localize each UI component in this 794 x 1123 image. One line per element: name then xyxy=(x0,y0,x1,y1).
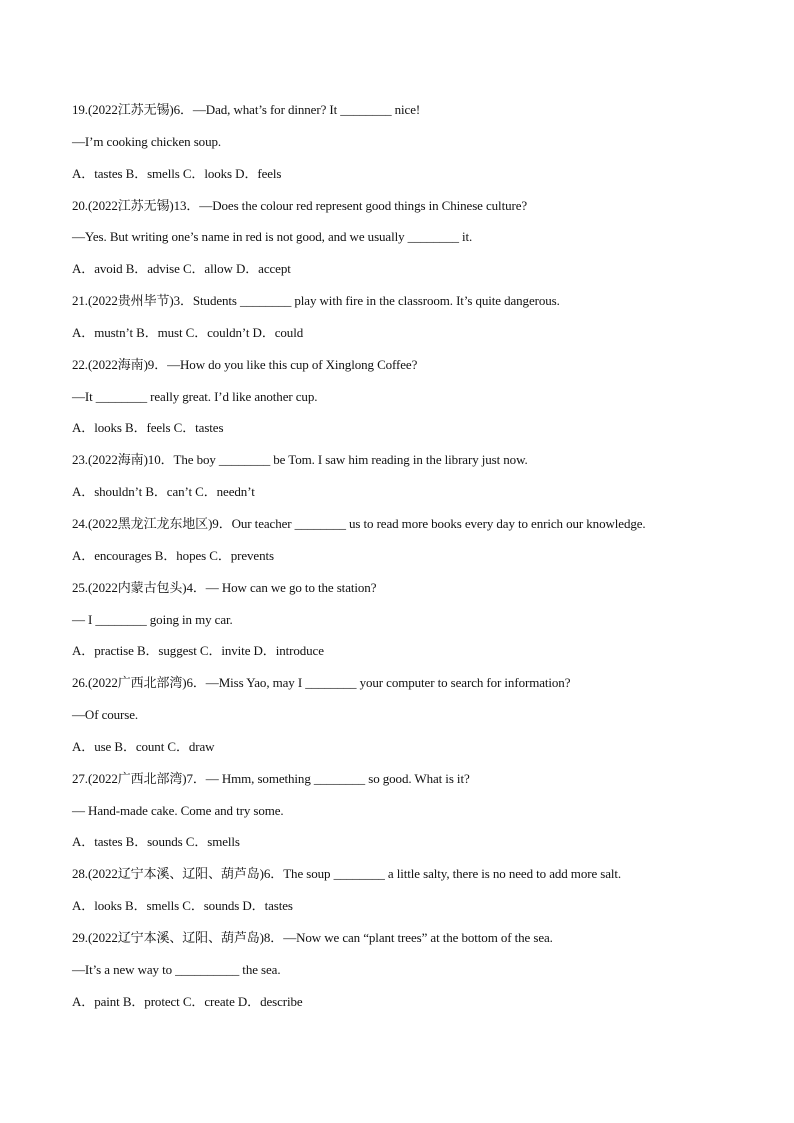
question-26-stem: 26.(2022广西北部湾)6．—Miss Yao, may I ________ your computer to search for information? xyxy=(72,675,571,691)
question-22-stem: 22.(2022海南)9．—How do you like this cup of Xinglong Coffee? xyxy=(72,356,418,372)
question-26-options: A．use B．count C．draw xyxy=(72,738,215,754)
question-22-options: A．looks B．feels C．tastes xyxy=(72,420,224,436)
question-19-stem: 19.(2022江苏无锡)6．—Dad, what’s for dinner? It ________ nice! xyxy=(72,102,421,117)
question-19-reply: —I’m cooking chicken soup. xyxy=(72,133,222,149)
question-20-options: A．avoid B．advise C．allow D．accept xyxy=(72,261,291,277)
question-19-options: A．tastes B．smells C．looks D．feels xyxy=(72,165,282,181)
question-22-reply: —It ________ really great. I’d like another cup. xyxy=(72,388,318,404)
question-21-options: A．mustn’t B．must C．couldn’t D．could xyxy=(72,324,304,340)
question-25-stem: 25.(2022内蒙古包头)4．— How can we go to the station? xyxy=(72,579,377,595)
question-27-options: A．tastes B．sounds C．smells xyxy=(72,834,240,850)
question-list xyxy=(72,100,752,1023)
question-23-stem: 23.(2022海南)10．The boy ________ be Tom. I saw him reading in the library just now. xyxy=(72,452,528,468)
question-20-reply: —Yes. But writing one’s name in red is not good, and we usually ________ it. xyxy=(72,229,473,245)
question-29-options: A．paint B．protect C．create D．describe xyxy=(72,993,303,1009)
question-24-stem: 24.(2022黑龙江龙东地区)9．Our teacher ________ us to read more books every day to enrich our knowledge. xyxy=(72,515,646,531)
question-25-reply: — I ________ going in my car. xyxy=(72,611,233,627)
question-24-options: A．encourages B．hopes C．prevents xyxy=(72,547,274,563)
question-23-options: A．shouldn’t B．can’t C．needn’t xyxy=(72,484,255,500)
question-21-stem: 21.(2022贵州毕节)3．Students ________ play with fire in the classroom. It’s quite dangerous. xyxy=(72,293,560,309)
question-26-reply: —Of course. xyxy=(72,707,139,723)
question-29-reply: —It’s a new way to __________ the sea. xyxy=(72,961,281,977)
question-28-stem: 28.(2022辽宁本溪、辽阳、葫芦岛)6．The soup ________ a little salty, there is no need to add more salt. xyxy=(72,866,622,882)
question-25-options: A．practise B．suggest C．invite D．introduce xyxy=(72,643,324,659)
question-27-stem: 27.(2022广西北部湾)7．— Hmm, something ________ so good. What is it? xyxy=(72,770,470,786)
question-27-reply: — Hand-made cake. Come and try some. xyxy=(72,802,284,818)
question-20-stem: 20.(2022江苏无锡)13．—Does the colour red represent good things in Chinese culture? xyxy=(72,197,528,213)
question-29-stem: 29.(2022辽宁本溪、辽阳、葫芦岛)8．—Now we can “plant trees” at the bottom of the sea. xyxy=(72,929,553,945)
question-28-options: A．looks B．smells C．sounds D．tastes xyxy=(72,898,293,914)
